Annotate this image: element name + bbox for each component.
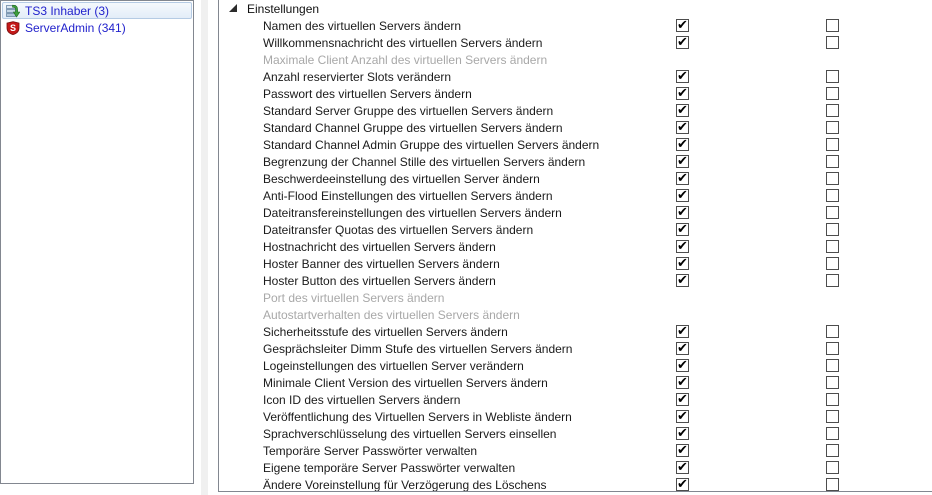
- grant-checkbox[interactable]: [676, 19, 689, 32]
- permission-row[interactable]: [219, 34, 932, 51]
- server-group-icon: [6, 4, 20, 18]
- grant-checkbox[interactable]: [676, 121, 689, 134]
- permission-label: Veröffentlichung des Virtuellen Servers in Webliste ändern: [263, 410, 572, 424]
- permission-row[interactable]: [219, 425, 932, 442]
- grant-checkbox[interactable]: [676, 376, 689, 389]
- svg-text:S: S: [9, 23, 17, 34]
- permission-label: Logeinstellungen des virtuellen Server verändern: [263, 359, 524, 373]
- permission-row[interactable]: [219, 323, 932, 340]
- permission-row[interactable]: [219, 85, 932, 102]
- permission-label: Eigene temporäre Server Passwörter verwalten: [263, 461, 516, 475]
- negate-checkbox[interactable]: [826, 325, 839, 338]
- group-label: ServerAdmin (341): [25, 21, 126, 35]
- negate-checkbox[interactable]: [826, 223, 839, 236]
- negate-checkbox[interactable]: [826, 461, 839, 474]
- grant-checkbox[interactable]: [676, 70, 689, 83]
- permission-label: Willkommensnachricht des virtuellen Servers ändern: [263, 36, 543, 50]
- permission-label: Maximale Client Anzahl des virtuellen Servers ändern: [263, 53, 548, 67]
- permission-row[interactable]: [219, 102, 932, 119]
- negate-checkbox[interactable]: [826, 444, 839, 457]
- grant-checkbox[interactable]: [676, 427, 689, 440]
- permission-row[interactable]: [219, 289, 932, 306]
- negate-checkbox[interactable]: [826, 70, 839, 83]
- negate-checkbox[interactable]: [826, 121, 839, 134]
- negate-checkbox[interactable]: [826, 36, 839, 49]
- permission-row[interactable]: [219, 374, 932, 391]
- permission-label: Autostartverhalten des virtuellen Servers ändern: [263, 308, 520, 322]
- permission-row[interactable]: [219, 408, 932, 425]
- permission-row[interactable]: [219, 153, 932, 170]
- grant-checkbox[interactable]: [676, 223, 689, 236]
- permission-label: Standard Server Gruppe des virtuellen Servers ändern: [263, 104, 554, 118]
- grant-checkbox[interactable]: [676, 206, 689, 219]
- permission-label: Temporäre Server Passwörter verwalten: [263, 444, 478, 458]
- permission-list: [219, 17, 932, 492]
- permission-label: Standard Channel Gruppe des virtuellen Servers ändern: [263, 121, 563, 135]
- negate-checkbox[interactable]: [826, 342, 839, 355]
- grant-checkbox[interactable]: [676, 342, 689, 355]
- permission-row[interactable]: [219, 68, 932, 85]
- grant-checkbox[interactable]: [676, 359, 689, 372]
- permission-label: Dateitransfereinstellungen des virtuellen Servers ändern: [263, 206, 562, 220]
- permission-label: Port des virtuellen Servers ändern: [263, 291, 445, 305]
- grant-checkbox[interactable]: [676, 393, 689, 406]
- negate-checkbox[interactable]: [826, 172, 839, 185]
- permission-row[interactable]: [219, 187, 932, 204]
- grant-checkbox[interactable]: [676, 257, 689, 270]
- grant-checkbox[interactable]: [676, 325, 689, 338]
- permission-label: Begrenzung der Channel Stille des virtuellen Servers ändern: [263, 155, 586, 169]
- tree-root-label: Einstellungen: [247, 2, 320, 16]
- permission-row[interactable]: [219, 51, 932, 68]
- permission-label: Minimale Client Version des virtuellen Servers ändern: [263, 376, 548, 390]
- admin-shield-icon: [6, 21, 20, 35]
- grant-checkbox[interactable]: [676, 444, 689, 457]
- permission-label: Standard Channel Admin Gruppe des virtuellen Servers ändern: [263, 138, 600, 152]
- grant-checkbox[interactable]: [676, 189, 689, 202]
- grant-checkbox[interactable]: [676, 478, 689, 491]
- permission-row[interactable]: [219, 476, 932, 492]
- permission-row[interactable]: [219, 255, 932, 272]
- group-list-item-1[interactable]: [2, 2, 192, 19]
- permission-row[interactable]: [219, 136, 932, 153]
- grant-checkbox[interactable]: [676, 36, 689, 49]
- permission-row[interactable]: [219, 17, 932, 34]
- grant-checkbox[interactable]: [676, 87, 689, 100]
- grant-checkbox[interactable]: [676, 155, 689, 168]
- grant-checkbox[interactable]: [676, 461, 689, 474]
- permission-label: Passwort des virtuellen Servers ändern: [263, 87, 472, 101]
- permission-label: Hoster Banner des virtuellen Servers ändern: [263, 257, 500, 271]
- negate-checkbox[interactable]: [826, 240, 839, 253]
- permission-label: Icon ID des virtuellen Servers ändern: [263, 393, 461, 407]
- negate-checkbox[interactable]: [826, 274, 839, 287]
- permission-row[interactable]: [219, 442, 932, 459]
- negate-checkbox[interactable]: [826, 393, 839, 406]
- negate-checkbox[interactable]: [826, 427, 839, 440]
- permission-label: Namen des virtuellen Servers ändern: [263, 19, 462, 33]
- grant-checkbox[interactable]: [676, 104, 689, 117]
- negate-checkbox[interactable]: [826, 138, 839, 151]
- permission-row[interactable]: [219, 306, 932, 323]
- negate-checkbox[interactable]: [826, 155, 839, 168]
- group-label: TS3 Inhaber (3): [25, 4, 110, 18]
- permission-row[interactable]: [219, 204, 932, 221]
- permission-label: Hoster Button des virtuellen Servers ändern: [263, 274, 496, 288]
- permission-label: Anti-Flood Einstellungen des virtuellen Servers ändern: [263, 189, 553, 203]
- permission-label: Anzahl reservierter Slots verändern: [263, 70, 452, 84]
- permission-row[interactable]: [219, 340, 932, 357]
- permission-label: Hostnachricht des virtuellen Servers ändern: [263, 240, 496, 254]
- permission-tree-panel: [218, 0, 932, 492]
- permission-label: Dateitransfer Quotas des virtuellen Servers ändern: [263, 223, 534, 237]
- grant-checkbox[interactable]: [676, 172, 689, 185]
- grant-checkbox[interactable]: [676, 410, 689, 423]
- tree-expanded-arrow-icon[interactable]: [229, 4, 237, 12]
- permission-row[interactable]: [219, 238, 932, 255]
- permission-label: Gesprächsleiter Dimm Stufe des virtuellen Servers ändern: [263, 342, 573, 356]
- permission-row[interactable]: [219, 170, 932, 187]
- permission-label: Ändere Voreinstellung für Verzögerung des Löschens: [263, 478, 547, 492]
- permission-row[interactable]: [219, 357, 932, 374]
- permission-label: Sprachverschlüsselung des virtuellen Servers einsellen: [263, 427, 557, 441]
- negate-checkbox[interactable]: [826, 376, 839, 389]
- grant-checkbox[interactable]: [676, 274, 689, 287]
- grant-checkbox[interactable]: [676, 240, 689, 253]
- negate-checkbox[interactable]: [826, 410, 839, 423]
- negate-checkbox[interactable]: [826, 87, 839, 100]
- negate-checkbox[interactable]: [826, 19, 839, 32]
- negate-checkbox[interactable]: [826, 478, 839, 491]
- permission-row[interactable]: [219, 119, 932, 136]
- permission-row[interactable]: [219, 459, 932, 476]
- negate-checkbox[interactable]: [826, 104, 839, 117]
- negate-checkbox[interactable]: [826, 359, 839, 372]
- permission-label: Sicherheitsstufe des virtuellen Servers ändern: [263, 325, 508, 339]
- negate-checkbox[interactable]: [826, 257, 839, 270]
- grant-checkbox[interactable]: [676, 138, 689, 151]
- tree-node-einstellungen[interactable]: [219, 0, 932, 17]
- panel-splitter[interactable]: [201, 0, 208, 495]
- permission-label: Beschwerdeeinstellung des virtuellen Server ändern: [263, 172, 540, 186]
- group-list-panel: [0, 0, 194, 484]
- permission-row[interactable]: [219, 272, 932, 289]
- negate-checkbox[interactable]: [826, 189, 839, 202]
- permission-row[interactable]: [219, 221, 932, 238]
- group-list-item-2[interactable]: [2, 19, 192, 36]
- permission-row[interactable]: [219, 391, 932, 408]
- negate-checkbox[interactable]: [826, 206, 839, 219]
